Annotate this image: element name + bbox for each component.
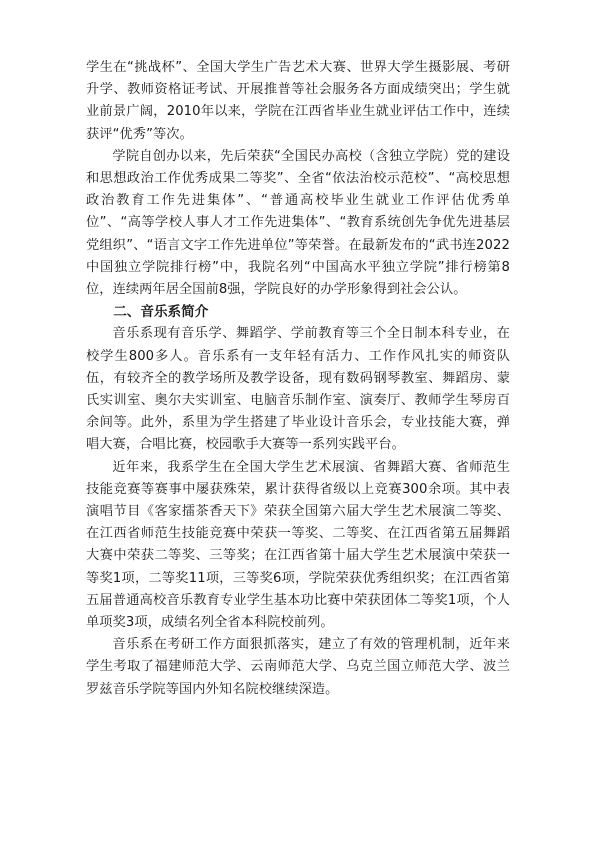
paragraph-music-postgraduate: 音乐系在考研工作方面狠抓落实，建立了有效的管理机制，近年来学生考取了福建师范大学、云南师范大学、乌克兰国立师范大学、波兰罗兹音乐学院等国内外知名院校继续深造。 [86, 637, 510, 697]
paragraph-college-honors: 学院自创办以来，先后荣获“全国民办高校（含独立学院）党的建设和思想政治工作优秀成果二等奖”、全省“依法治校示范校”、“高校思想政治教育工作先进集体”、“普通高校毕业生就业工作评估优秀单位”、“高等学校人事人才工作先进集体”、“教育系统创先争优先进基层党组织”、“语言文字工作先进单位”等荣誉。在最新发布的“武书连2022中国独立学院排行榜”中，我院名列“中国高水平独立学院”排行榜第8位，连续两年居全国前8强，学院良好的办学形象得到社会公认。 [86, 148, 510, 298]
paragraph-music-awards: 近年来，我系学生在全国大学生艺术展演、省舞蹈大赛、省师范生技能竞赛等赛事中屡获殊荣，累计获得省级以上竞赛300余项。其中表演唱节目《客家擂茶香天下》荣获全国第六届大学生艺术展演二等奖、在江西省师范生技能竞赛中荣获一等奖、二等奖、在江西省第五届舞蹈大赛中荣获二等奖、三等奖；在江西省第十届大学生艺术展演中荣获一等奖1项，二等奖11项，三等奖6项，学院荣获优秀组织奖；在江西省第五届普通高校音乐教育专业学生基本功比赛中荣获团体二等奖1项，个人单项奖3项，成绩名列全省本科院校前列。 [86, 459, 510, 631]
paragraph-student-achievements: 学生在“挑战杯”、全国大学生广告艺术大赛、世界大学生摄影展、考研升学、教师资格证考试、开展推普等社会服务各方面成绩突出；学生就业前景广阔，2010年以来，学院在江西省毕业生就业评估工作中，连续获评“优秀”等次。 [86, 60, 510, 142]
section-heading-music-department: 二、音乐系简介 [113, 304, 209, 321]
document-page [86, 57, 510, 701]
paragraph-music-overview: 音乐系现有音乐学、舞蹈学、学前教育等三个全日制本科专业，在校学生800多人。音乐系有一支年轻有活力、工作作风扎实的师资队伍，有较齐全的教学场所及教学设备，现有数码钢琴教室、舞蹈房、蒙氏实训室、奥尔夫实训室、电脑音乐制作室、演奏厅、教师学生琴房百余间等。此外，系里为学生搭建了毕业设计音乐会，专业技能大赛，弹唱大赛，合唱比赛，校园歌手大赛等一系列实践平台。 [86, 326, 510, 453]
